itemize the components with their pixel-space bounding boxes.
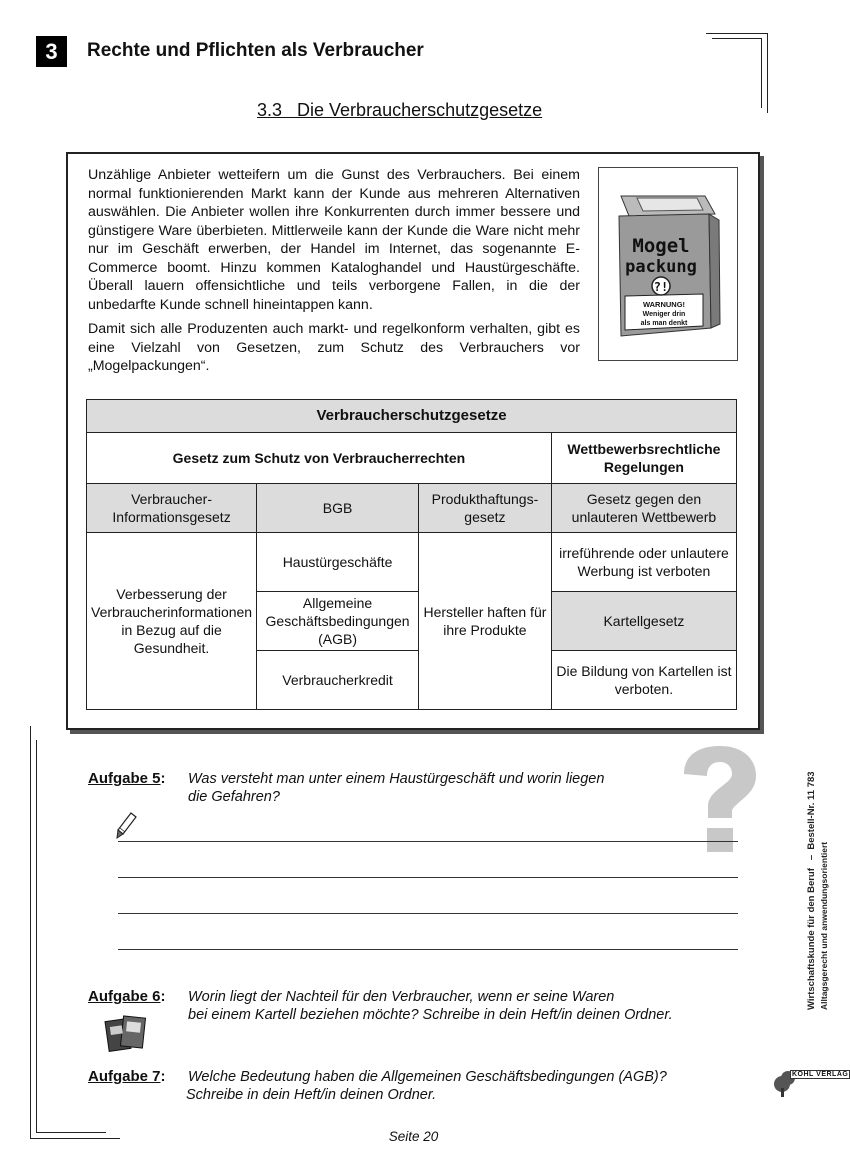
cell-irrefuehrende-werbung: irreführende oder unlautere Werbung ist verboten <box>551 533 736 592</box>
notebook-folder-icon <box>104 1014 148 1054</box>
page-number: Seite 20 <box>388 1129 439 1144</box>
svg-text:?!: ?! <box>653 280 669 294</box>
cell-agb: Allgemeine Geschäftsbedingungen (AGB) <box>257 592 419 651</box>
task-6-line-1: Worin liegt der Nachteil für den Verbraucher, wenn er seine Waren <box>188 989 615 1005</box>
cell-vig-text: Verbesserung der Verbraucherinformationen in Bezug auf die Gesundheit. <box>87 533 257 710</box>
task-5-line-1: Was versteht man unter einem Haustürgeschäft und worin liegen <box>188 771 605 787</box>
svg-text:als man denkt: als man denkt <box>640 320 688 327</box>
task-7-line-1: Welche Bedeutung haben die Allgemeinen Geschäftsbedingungen (AGB)? <box>188 1069 667 1085</box>
table-title: Verbraucherschutzgesetze <box>87 400 737 433</box>
task-6: Aufgabe 6: <box>88 988 166 1005</box>
tree-logo-icon <box>772 1062 814 1098</box>
group-header-consumer-rights: Gesetz zum Schutz von Verbraucherrechten <box>87 433 552 484</box>
intro-paragraph-2: Damit sich alle Produzenten auch markt- und regelkonform verhalten, gibt es eine Vielzahl von Gesetzen, zum Schutz des Verbrauchers vor „Mogelpackungen“. <box>88 321 580 374</box>
cell-hersteller-haften: Hersteller haften für ihre Produkte <box>419 533 552 710</box>
task-7-line-2: Schreibe in dein Heft/in deinen Ordner. <box>186 1087 437 1103</box>
task-5: Aufgabe 5: <box>88 770 166 787</box>
cell-kartelle-verboten: Die Bildung von Kartellen ist verboten. <box>551 651 736 710</box>
task-7-label: Aufgabe 7 <box>88 1068 161 1085</box>
package-box-icon <box>599 168 737 360</box>
task-6-line-2: bei einem Kartell beziehen möchte? Schreibe in dein Heft/in deinen Ordner. <box>188 1007 673 1023</box>
col-header-vig: Verbraucher-Informationsgesetz <box>87 484 257 533</box>
pencil-icon <box>115 812 137 840</box>
answer-line[interactable] <box>118 841 738 842</box>
task-5-question <box>188 770 604 806</box>
svg-text:packung: packung <box>625 257 697 277</box>
task-5-label: Aufgabe 5 <box>88 770 161 787</box>
col-header-produkthaftung: Produkthaftungs-gesetz <box>419 484 552 533</box>
task-5-line-2: die Gefahren? <box>188 789 280 805</box>
svg-text:Mogel: Mogel <box>632 235 690 257</box>
intro-text <box>88 166 580 382</box>
col-header-bgb: BGB <box>257 484 419 533</box>
publisher-name: KOHL VERLAG <box>792 1071 849 1078</box>
col-header-uwg: Gesetz gegen den unlauteren Wettbewerb <box>551 484 736 533</box>
chapter-title: Rechte und Pflichten als Verbraucher <box>87 40 424 61</box>
mogelpackung-illustration <box>598 167 738 361</box>
answer-line[interactable] <box>118 877 738 878</box>
chapter-number-badge: 3 <box>36 36 67 67</box>
sidebar-publication-info <box>806 771 830 1010</box>
section-title: 3.3 Die Verbraucherschutzgesetze <box>257 100 543 120</box>
sidebar-line-1: Wirtschaftskunde für den Beruf – Bestell-Nr. 11 783 <box>806 771 817 1010</box>
question-mark-icon <box>676 744 762 856</box>
task-6-label: Aufgabe 6 <box>88 988 161 1005</box>
publisher-logo <box>772 1062 849 1098</box>
consumer-protection-table <box>86 399 737 710</box>
intro-paragraph-1: Unzählige Anbieter wetteifern um die Gunst des Verbrauchers. Bei einem normal funktionierenden Markt kann der Kunde aus mehreren Alternativen auswählen. Die Anbieter wollen ihre Konkurrenten durch immer bessere und günstigere Ware überbieten. Mittlerweile kann der Kunde die Ware nicht mehr nur im Geschäft erwerben, der Handel im Internet, das sogenannte E-Commerce boomt. Hinzu kommen Kataloghandel und Haustürgeschäfte. Überall lauern offensichtliche und teils verborgene Fallen, in die der unbedarfte Kunde schnell hineintappen kann. <box>88 167 580 313</box>
answer-line[interactable] <box>118 949 738 950</box>
svg-text:Weniger drin: Weniger drin <box>642 311 686 318</box>
task-7: Aufgabe 7: <box>88 1068 166 1085</box>
task-6-question <box>188 988 673 1024</box>
svg-text:WARNUNG!: WARNUNG! <box>642 300 686 309</box>
group-header-competition: Wettbewerbsrechtliche Regelungen <box>551 433 736 484</box>
sidebar-line-2: Alltagsgerecht und anwendungsorientiert <box>819 841 829 1010</box>
task-7-question <box>188 1068 667 1104</box>
cell-kartellgesetz: Kartellgesetz <box>551 592 736 651</box>
cell-verbraucherkredit: Verbraucherkredit <box>257 651 419 710</box>
cell-haustuergeschaefte: Haustürgeschäfte <box>257 533 419 592</box>
answer-line[interactable] <box>118 913 738 914</box>
